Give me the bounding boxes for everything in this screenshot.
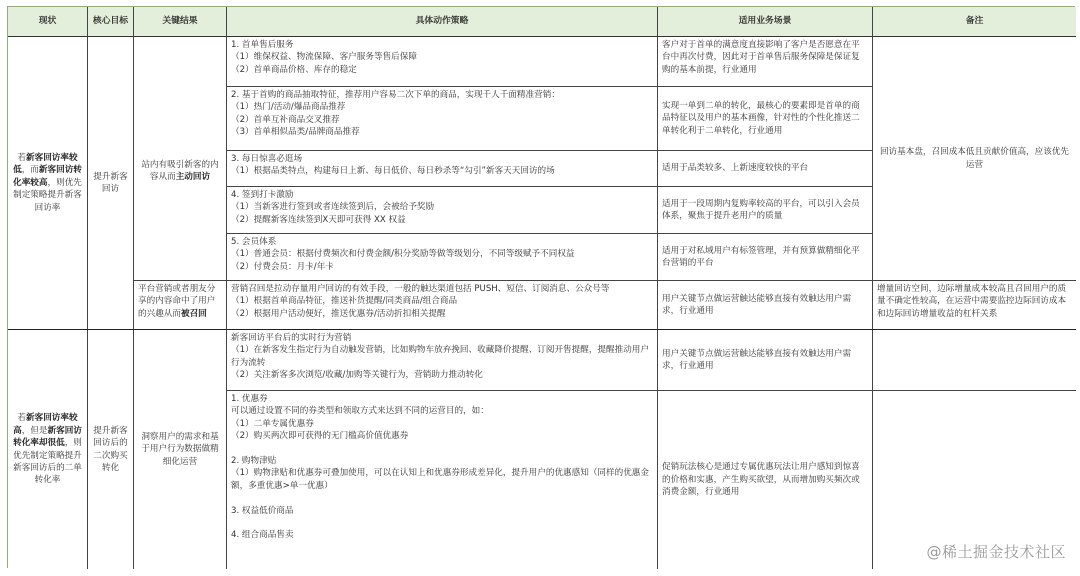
text-line: （1）根据首单商品特征，推送补货提醒/同类商品/组合商品 <box>231 296 458 307</box>
text-line: 2. 购物津贴 <box>231 456 277 467</box>
s1-kr2-text <box>138 284 215 319</box>
s2-kr: 洞察用户的需求和基于用户行为数据做精细化运营 <box>134 330 227 569</box>
header-action-strategy: 具体动作策略 <box>227 7 658 37</box>
watermark: @稀土掘金技术社区 <box>926 543 1066 561</box>
s2-goal: 提升新客回访后的二次购买转化 <box>88 330 134 569</box>
text-line: （3）首单相似品类/品牌商品推荐 <box>231 127 360 138</box>
text-line: 3. 每日惊喜必逛场 <box>231 154 303 164</box>
emphasis-text: 被召回 <box>180 308 207 319</box>
text-segment: ，而 <box>21 165 39 176</box>
text-line: （2）首单互补商品交叉推荐 <box>231 114 340 125</box>
emphasis-text: 新客回访转化率却很低 <box>13 425 82 449</box>
s2-action-1 <box>227 330 658 391</box>
text-line: （2）根据用户活动便好，推送优惠券/活动折扣相关提醒 <box>231 308 446 319</box>
s1-status <box>8 37 88 330</box>
s1-scenario-6: 用户关键节点做运营触达能够直接有效触达用户需求，行业通用 <box>658 281 873 330</box>
text-line: （1）在新客发生指定行为自动触发营销，比如购物车放弃挽回、收藏降价提醒、订阅开售提醒，提醒推动用户行为流转 <box>231 345 649 368</box>
s1-scenario-2: 实现一单到二单的转化，最核心的要素即是首单的商品特征以及用户的基本画像，针对性的个性化推送二单转化利于二单转化，行业通用 <box>658 87 873 151</box>
text-segment: ，则优先制定策略提升新客回访后的二单转化率 <box>13 438 82 486</box>
emphasis-text: 新客回访率较高 <box>13 413 78 436</box>
s2-scenario-1: 用户关键节点做运营触达能够直接有效触达用户需求，行业通用 <box>658 330 873 391</box>
text-line: （1）当新客进行签到或者连续签到后，会被给予奖励 <box>231 202 435 213</box>
text-line: （1）维保权益、物流保障、客户服务等售后保障 <box>231 52 417 63</box>
emphasis-text: 新客回访转化率较高 <box>13 165 82 188</box>
text-segment: 平台营销或者朋友分享的内容命中了用户的兴趣从而 <box>138 284 216 319</box>
text-line: （2）首单商品价格、库存的稳定 <box>231 64 357 75</box>
header-notes: 备注 <box>873 7 1076 37</box>
text-line: （2）关注新客多次浏览/收藏/加购等关键行为，营销助力推动转化 <box>231 370 483 381</box>
text-line: （1）普通会员：根据付费频次和付费金额/积分奖励等做等级划分，不同等级赋予不同权益 <box>231 249 575 260</box>
text-line: （1）二单专属优惠券 <box>231 418 314 429</box>
strategy-table <box>7 6 1075 568</box>
text-line: 2. 基于首购的商品抽取特征，推荐用户容易二次下单的商品，实现千人千面精准营销： <box>231 90 560 100</box>
text-line: 1. 优惠券 <box>231 394 268 404</box>
s1-scenario-1: 客户对于首单的满意度直接影响了客户是否愿意在平台中再次付费，因此对于首单售后服务保障是保证复购的基本前提，行业通用 <box>658 37 873 87</box>
text-line: （2）提醒新客连续签到X天即可获得 XX 权益 <box>231 214 406 225</box>
s1-note-2: 增量回访空间，边际增量成本较高且召回用户的质量不确定性较高，在运营中需要监控边际回访成本和边际回访增量收益的杠杆关系 <box>873 281 1076 330</box>
header-status: 现状 <box>8 7 88 37</box>
text-line: （1）根据品类特点，构建每日上新、每日低价、每日秒杀等“勾引”新客天天回访的场 <box>231 166 555 177</box>
s1-action-3 <box>227 151 658 187</box>
text-line: 可以通过设置不同的券类型和领取方式来达到不同的运营目的，如： <box>231 406 489 417</box>
text-segment: ，但是 <box>21 425 48 436</box>
s1-note-1: 回访基本盘，召回成本低且贡献价值高，应该优先运营 <box>873 37 1076 281</box>
header-scenario: 适用业务场景 <box>658 7 873 37</box>
header-key-results: 关键结果 <box>134 7 227 37</box>
text-line: 新客回访平台后的实时行为营销 <box>231 333 352 343</box>
s1-action-1 <box>227 37 658 87</box>
text-line: 4. 签到打卡激励 <box>231 190 294 200</box>
text-line: 5. 会员体系 <box>231 237 277 247</box>
text-segment: 若 <box>17 152 27 163</box>
s1-goal: 提升新客回访 <box>88 37 134 330</box>
s1-kr-active-revisit <box>134 37 227 281</box>
s2-action-2 <box>227 391 658 569</box>
s2-status <box>8 330 88 569</box>
emphasis-text: 新客回访率较低 <box>13 152 78 176</box>
text-line: （2）付费会员：月卡/年卡 <box>231 261 334 272</box>
text-line: （1）购物津贴和优惠券可叠加使用，可以在认知上和优惠券形成差异化，提升用户的优惠感知（同样的优惠金额，多重优惠>单一优惠） <box>231 468 649 491</box>
text-segment: 若 <box>17 413 27 424</box>
s1-action-4 <box>227 187 658 234</box>
text-segment: 站内有吸引新客的内容从而 <box>141 160 219 183</box>
text-line: 3. 权益低价商品 <box>231 505 294 516</box>
text-line: 营销召回是拉动存量用户回访的有效手段，一般的触达渠道包括 PUSH、短信、订阅消息、公众号等 <box>231 284 610 294</box>
s1-action-5 <box>227 234 658 281</box>
text-line: （1）热门/活动/爆品商品推荐 <box>231 102 346 113</box>
text-line: （2）购买两次即可获得的无门槛高价值优惠券 <box>231 431 409 442</box>
text-segment: ，则优先制定策略提升新客回访率 <box>13 177 82 213</box>
text-line: 1. 首单售后服务 <box>231 40 294 50</box>
s1-scenario-4: 适用于一段周期内复购率较高的平台，可以引入会员体系，聚焦于提升老用户的质量 <box>658 187 873 234</box>
s1-kr-recall <box>134 281 227 330</box>
header-core-goal: 核心目标 <box>88 7 134 37</box>
s1-scenario-3: 适用于品类较多、上新速度较快的平台 <box>658 151 873 187</box>
s1-action-6 <box>227 281 658 330</box>
s2-status-text <box>12 412 83 486</box>
text-line: 4. 组合商品售卖 <box>231 530 294 541</box>
s1-scenario-5: 适用于对私域用户有标签管理，并有预算做精细化平台营销的平台 <box>658 234 873 281</box>
emphasis-text: 主动回访 <box>175 172 211 183</box>
s1-status-text <box>12 152 83 214</box>
s2-scenario-2: 促销玩法核心是通过专属优惠玩法让用户感知到惊喜的价格和实惠，产生购买欲望，从而增加购买频次或消费金额，行业通用 <box>658 391 873 569</box>
s1-kr1-text <box>141 160 218 182</box>
s1-action-2 <box>227 87 658 151</box>
s2-note-1 <box>873 330 1076 391</box>
